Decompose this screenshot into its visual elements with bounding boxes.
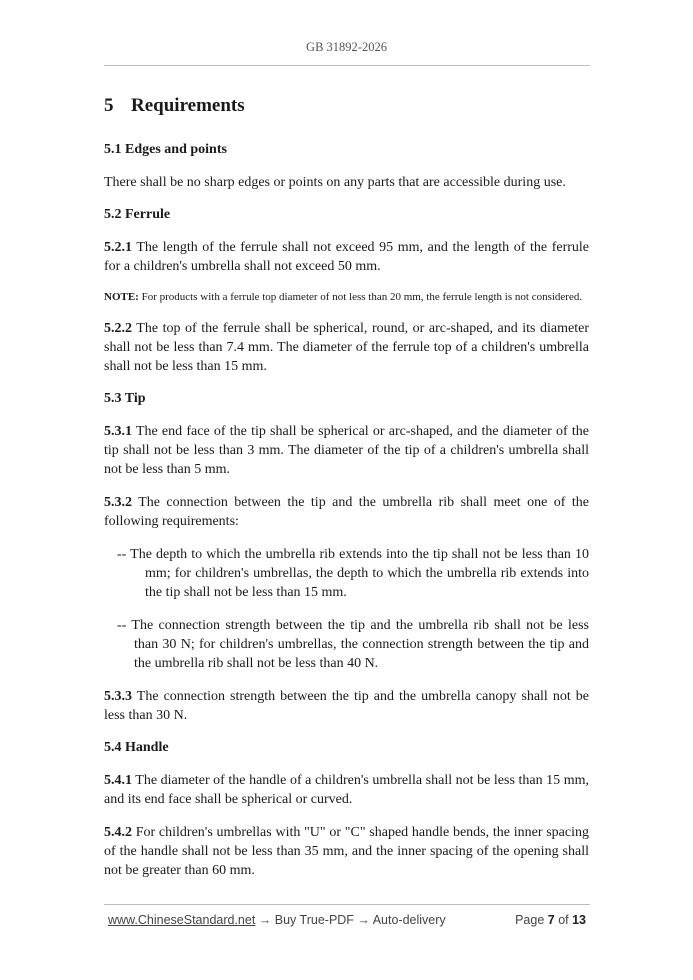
- page-footer: [108, 913, 586, 927]
- clause-text: The top of the ferrule shall be spherical, round, or arc-shaped, and its diameter shall not be less than 7.4 mm. The diameter of the ferrule top of a children's umbrella shall not be less than 15 mm.: [104, 321, 589, 374]
- clause-text: The end face of the tip shall be spherical or arc-shaped, and the diameter of the tip shall not be less than 3 mm. The diameter of the tip of a children's umbrella shall not be less than 5 mm.: [104, 424, 589, 477]
- note-5-2-1: [104, 288, 589, 307]
- para-5-2-2: [104, 319, 589, 376]
- clause-text: The diameter of the handle of a children's umbrella shall not be less than 15 mm, and its end face shall be spherical or curved.: [104, 773, 589, 807]
- note-label: NOTE:: [104, 291, 139, 303]
- clause-number: 5.4.1: [104, 773, 132, 788]
- clause-number: 5.4.2: [104, 825, 132, 840]
- document-body: [104, 95, 589, 894]
- footer-divider: [104, 904, 590, 905]
- para-5-3-3: [104, 687, 589, 725]
- clause-text: The connection strength between the tip and the umbrella canopy shall not be less than 30 N.: [104, 689, 589, 723]
- para-5-3-1: [104, 422, 589, 479]
- para-5-1: There shall be no sharp edges or points on any parts that are accessible during use.: [104, 175, 566, 190]
- section-title: [104, 95, 589, 117]
- page-indicator: [515, 913, 586, 927]
- of-label: of: [554, 913, 573, 927]
- page-total: 13: [572, 913, 586, 927]
- chinesestandard-link[interactable]: www.ChineseStandard.net: [108, 913, 256, 927]
- clause-text: For children's umbrellas with "U" or "C" shaped handle bends, the inner spacing of the handle shall not be less than 35 mm, and the inner spacing of the opening shall not be greater than 60 mm.: [104, 825, 589, 878]
- page-header-doc-id: GB 31892-2026: [306, 40, 387, 54]
- clause-number: 5.2.2: [104, 321, 132, 336]
- para-5-4-2: [104, 823, 589, 880]
- clause-number: 5.2.1: [104, 240, 132, 255]
- dash-item-connection-strength: -- The connection strength between the tip and the umbrella rib shall not be less than 30 N; for children's umbrellas, the connection strength between the tip and the umbrella rib shall not be less than 40 N.: [117, 618, 589, 671]
- heading-5-1: 5.1 Edges and points: [104, 142, 227, 157]
- para-5-4-1: [104, 771, 589, 809]
- clause-number: 5.3.1: [104, 424, 132, 439]
- dash-item-rib-depth: -- The depth to which the umbrella rib extends into the tip shall not be less than 10 mm; for children's umbrellas, the depth to which the umbrella rib extends into the tip shall not be less than 15 mm.: [117, 547, 589, 600]
- heading-5-2: 5.2 Ferrule: [104, 207, 171, 222]
- page-current: 7: [547, 913, 555, 927]
- heading-5-4: 5.4 Handle: [104, 740, 169, 755]
- clause-text: The length of the ferrule shall not exceed 95 mm, and the length of the ferrule for a children's umbrella shall not exceed 50 mm.: [104, 240, 589, 274]
- section-number: 5: [104, 95, 114, 116]
- para-5-3-2: [104, 493, 589, 531]
- clause-number: 5.3.3: [104, 689, 132, 704]
- heading-5-3: 5.3 Tip: [104, 391, 146, 406]
- footer-buy-text: → Buy True-PDF → Auto-delivery: [255, 913, 446, 927]
- header-divider: [104, 65, 590, 66]
- note-text: For products with a ferrule top diameter of not less than 20 mm, the ferrule length is not considered.: [138, 291, 583, 303]
- section-title-text: Requirements: [131, 95, 245, 116]
- clause-number: 5.3.2: [104, 495, 132, 510]
- clause-text: The connection between the tip and the umbrella rib shall meet one of the following requirements:: [104, 495, 589, 529]
- page-label: Page: [515, 913, 548, 927]
- para-5-2-1: [104, 238, 589, 276]
